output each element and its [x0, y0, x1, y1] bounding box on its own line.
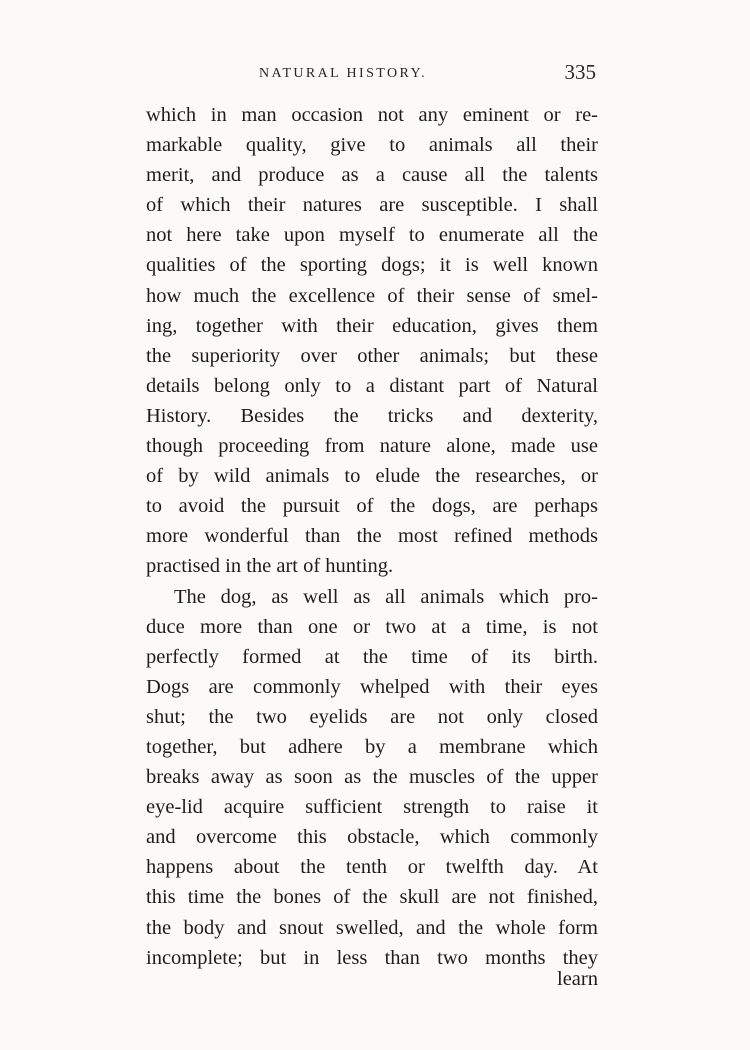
text-line: History. Besides the tricks and dexterity, [146, 404, 598, 427]
text-line: more wonderful than the most refined methods [146, 525, 598, 548]
paragraph-start-line: The dog, as well as all animals which pro- [174, 585, 598, 608]
page-number: 335 [564, 60, 596, 84]
text-line: which in man occasion not any eminent or re- [146, 104, 598, 126]
paragraph-end-line: practised in the art of hunting. [146, 555, 394, 578]
text-line: perfectly formed at the time of its birth. [146, 645, 598, 668]
running-title: NATURAL HISTORY. [259, 66, 428, 81]
text-line: incomplete; but in less than two months they [146, 946, 598, 969]
text-line: merit, and produce as a cause all the talents [146, 164, 598, 187]
text-line: of which their natures are susceptible. I shall [146, 194, 598, 217]
text-line: duce more than one or two at a time, is not [146, 615, 598, 638]
text-line: though proceeding from nature alone, made use [146, 435, 598, 458]
text-line: details belong only to a distant part of Natural [146, 374, 598, 397]
text-line: how much the excellence of their sense of smel- [146, 284, 598, 307]
text-line: not here take upon myself to enumerate all the [146, 224, 598, 247]
text-line: happens about the tenth or twelfth day. At [146, 856, 598, 879]
text-line: the superiority over other animals; but these [146, 344, 598, 367]
text-line: of by wild animals to elude the researches, or [146, 465, 598, 488]
text-line: markable quality, give to animals all their [146, 134, 598, 157]
catchword: learn [557, 968, 598, 990]
text-line: and overcome this obstacle, which commonly [146, 826, 598, 849]
text-line: together, but adhere by a membrane which [146, 735, 598, 758]
text-line: ing, together with their education, gives them [146, 314, 598, 337]
text-line: the body and snout swelled, and the whole form [146, 916, 598, 939]
text-line: to avoid the pursuit of the dogs, are perhaps [146, 495, 598, 518]
text-line: Dogs are commonly whelped with their eyes [146, 675, 598, 698]
body-text [146, 100, 598, 973]
text-line: qualities of the sporting dogs; it is well known [146, 254, 598, 277]
text-line: eye-lid acquire sufficient strength to raise it [146, 796, 598, 819]
running-head [144, 60, 600, 88]
text-line: breaks away as soon as the muscles of the upper [146, 766, 598, 789]
text-line: this time the bones of the skull are not finished, [146, 886, 598, 909]
text-line: shut; the two eyelids are not only closed [146, 705, 598, 728]
